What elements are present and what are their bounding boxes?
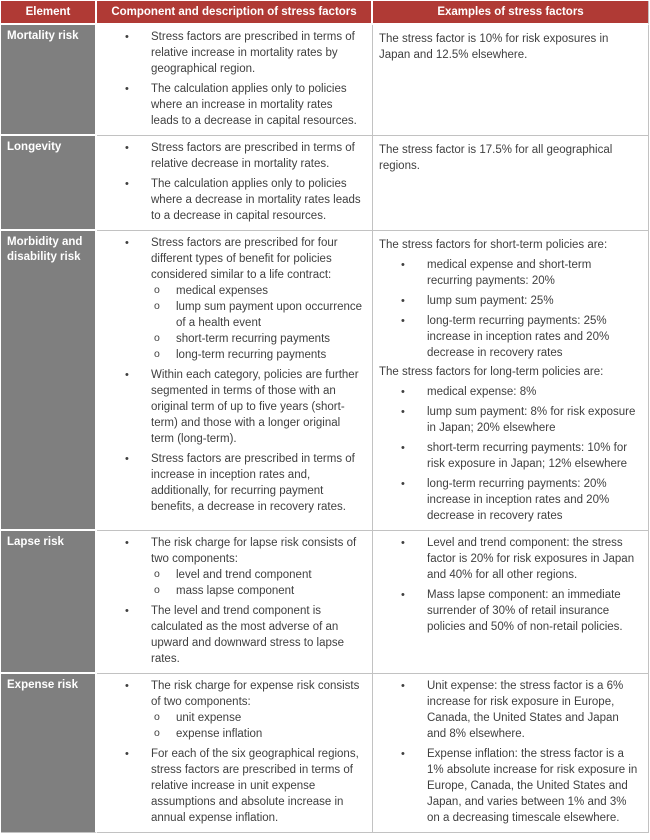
item-text: Stress factors are prescribed in terms of relative decrease in mortality rates. xyxy=(151,142,355,170)
sub-bullet-icon: o xyxy=(154,568,160,580)
list-item xyxy=(103,29,363,77)
component-cell xyxy=(97,674,373,833)
sub-bullet-icon: o xyxy=(154,584,160,596)
sub-list-item xyxy=(103,567,363,583)
table-row xyxy=(1,25,649,136)
item-text: expense inflation xyxy=(176,728,263,740)
element-cell: Mortality risk xyxy=(1,25,97,136)
examples-cell xyxy=(373,231,649,531)
paragraph xyxy=(379,142,639,174)
item-text: mass lapse component xyxy=(176,585,295,597)
bullet-icon: • xyxy=(125,680,129,692)
item-text: short-term recurring payments: 10% for risk exposure in Japan; 12% elsewhere xyxy=(427,442,628,470)
item-text: Stress factors are prescribed for four different types of benefit for policies considered similar to a life contract: xyxy=(151,237,338,281)
component-cell xyxy=(97,231,373,531)
list-item xyxy=(379,535,639,583)
item-text: long-term recurring payments: 25% increase in inception rates and 20% decrease in recovery rates xyxy=(427,315,610,359)
paragraph xyxy=(379,364,639,380)
list-item xyxy=(103,176,363,224)
bullet-icon: • xyxy=(401,295,405,307)
list-item xyxy=(103,140,363,172)
bullet-icon: • xyxy=(401,442,405,454)
list-item xyxy=(103,367,363,447)
sub-list-item xyxy=(103,283,363,299)
sub-bullet-icon: o xyxy=(154,332,160,344)
item-text: Unit expense: the stress factor is a 6% increase for risk exposure in Europe, Canada, the United States and Japan and 8% elsewhere. xyxy=(427,680,624,740)
table-row xyxy=(1,531,649,674)
item-text: long-term recurring payments xyxy=(176,349,327,361)
bullet-icon: • xyxy=(125,605,129,617)
paragraph xyxy=(379,31,639,63)
item-text: For each of the six geographical regions, stress factors are prescribed in terms of relative increase in unit expense assumptions and absolute increase in annual expense inflation. xyxy=(151,748,359,824)
table-row xyxy=(1,136,649,231)
examples-cell xyxy=(373,136,649,231)
list-item xyxy=(379,746,639,826)
item-text: medical expenses xyxy=(176,285,269,297)
item-text: The risk charge for lapse risk consists of two components: xyxy=(151,537,357,565)
sub-list-item xyxy=(103,331,363,347)
item-text: medical expense and short-term recurring payments: 20% xyxy=(427,259,592,287)
bullet-icon: • xyxy=(125,537,129,549)
table-header-row xyxy=(1,1,649,25)
sub-bullet-icon: o xyxy=(154,348,160,360)
element-cell: Longevity xyxy=(1,136,97,231)
element-cell: Morbidity and disability risk xyxy=(1,231,97,531)
component-cell xyxy=(97,531,373,674)
item-text: lump sum payment upon occurrence of a health event xyxy=(176,301,363,329)
bullet-icon: • xyxy=(125,142,129,154)
item-text: unit expense xyxy=(176,712,242,724)
list-item xyxy=(103,678,363,710)
bullet-icon: • xyxy=(125,31,129,43)
bullet-icon: • xyxy=(125,453,129,465)
sub-list-item xyxy=(103,726,363,742)
bullet-icon: • xyxy=(401,478,405,490)
bullet-icon: • xyxy=(125,178,129,190)
list-item xyxy=(379,476,639,524)
list-item xyxy=(103,235,363,283)
bullet-icon: • xyxy=(401,537,405,549)
list-item xyxy=(103,81,363,129)
header-element: Element xyxy=(1,1,97,25)
item-text: lump sum payment: 8% for risk exposure in Japan; 20% elsewhere xyxy=(427,406,636,434)
item-text: level and trend component xyxy=(176,569,312,581)
table-body xyxy=(1,25,649,833)
bullet-icon: • xyxy=(401,315,405,327)
item-text: Stress factors are prescribed in terms of increase in inception rates and, additionally, for recurring payment benefits, a decrease in recovery rates. xyxy=(151,453,355,513)
sub-list-item xyxy=(103,710,363,726)
item-text: Mass lapse component: an immediate surrender of 30% of retail insurance policies and 50% of non-retail policies. xyxy=(427,589,623,633)
item-text: The stress factors for long-term policies are: xyxy=(379,366,604,378)
bullet-icon: • xyxy=(125,748,129,760)
item-text: The calculation applies only to policies where a decrease in mortality rates leads to a decrease in capital resources. xyxy=(151,178,361,222)
item-text: medical expense: 8% xyxy=(427,386,537,398)
paragraph xyxy=(379,237,639,253)
list-item xyxy=(103,746,363,826)
bullet-icon: • xyxy=(125,83,129,95)
examples-cell xyxy=(373,531,649,674)
list-item xyxy=(379,404,639,436)
sub-list-item xyxy=(103,299,363,331)
list-item xyxy=(379,587,639,635)
examples-cell xyxy=(373,25,649,136)
list-item xyxy=(379,678,639,742)
list-item xyxy=(379,313,639,361)
item-text: The stress factor is 10% for risk exposures in Japan and 12.5% elsewhere. xyxy=(379,33,609,61)
element-cell: Lapse risk xyxy=(1,531,97,674)
bullet-icon: • xyxy=(401,259,405,271)
bullet-icon: • xyxy=(125,237,129,249)
item-text: Within each category, policies are further segmented in terms of those with an original term of up to five years (short-term) and those with a longer original term (long-term). xyxy=(151,369,359,445)
item-text: Expense inflation: the stress factor is a 1% absolute increase for risk exposure in Europe, Canada, the United States and Japan, and varies between 1% and 3% on a decreasing timescale elsewhere. xyxy=(427,748,638,824)
examples-cell xyxy=(373,674,649,833)
component-cell xyxy=(97,25,373,136)
list-item xyxy=(103,535,363,567)
list-item xyxy=(379,257,639,289)
item-text: Stress factors are prescribed in terms of relative increase in mortality rates by geographical region. xyxy=(151,31,355,75)
list-item xyxy=(379,293,639,309)
item-text: The stress factors for short-term policies are: xyxy=(379,239,608,251)
item-text: short-term recurring payments xyxy=(176,333,331,345)
sub-bullet-icon: o xyxy=(154,284,160,296)
bullet-icon: • xyxy=(401,386,405,398)
element-cell: Expense risk xyxy=(1,674,97,833)
stress-factors-table xyxy=(1,1,649,833)
sub-bullet-icon: o xyxy=(154,300,160,312)
header-examples: Examples of stress factors xyxy=(373,1,649,25)
bullet-icon: • xyxy=(401,589,405,601)
sub-list-item xyxy=(103,583,363,599)
item-text: lump sum payment: 25% xyxy=(427,295,554,307)
item-text: The stress factor is 17.5% for all geographical regions. xyxy=(379,144,613,172)
sub-list-item xyxy=(103,347,363,363)
list-item xyxy=(379,440,639,472)
table-row xyxy=(1,231,649,531)
item-text: The risk charge for expense risk consists of two components: xyxy=(151,680,360,708)
bullet-icon: • xyxy=(401,406,405,418)
bullet-icon: • xyxy=(401,748,405,760)
item-text: The level and trend component is calculated as the most adverse of an upward and downward stress to lapse rates. xyxy=(151,605,345,665)
bullet-icon: • xyxy=(125,369,129,381)
table-row xyxy=(1,674,649,833)
sub-bullet-icon: o xyxy=(154,711,160,723)
list-item xyxy=(103,451,363,515)
bullet-icon: • xyxy=(401,680,405,692)
list-item xyxy=(379,384,639,400)
item-text: long-term recurring payments: 20% increase in inception rates and 20% decrease in recovery rates xyxy=(427,478,610,522)
header-component: Component and description of stress factors xyxy=(97,1,373,25)
item-text: Level and trend component: the stress factor is 20% for risk exposures in Japan and 40% for all other regions. xyxy=(427,537,635,581)
component-cell xyxy=(97,136,373,231)
item-text: The calculation applies only to policies where an increase in mortality rates leads to a decrease in capital resources. xyxy=(151,83,357,127)
sub-bullet-icon: o xyxy=(154,727,160,739)
list-item xyxy=(103,603,363,667)
